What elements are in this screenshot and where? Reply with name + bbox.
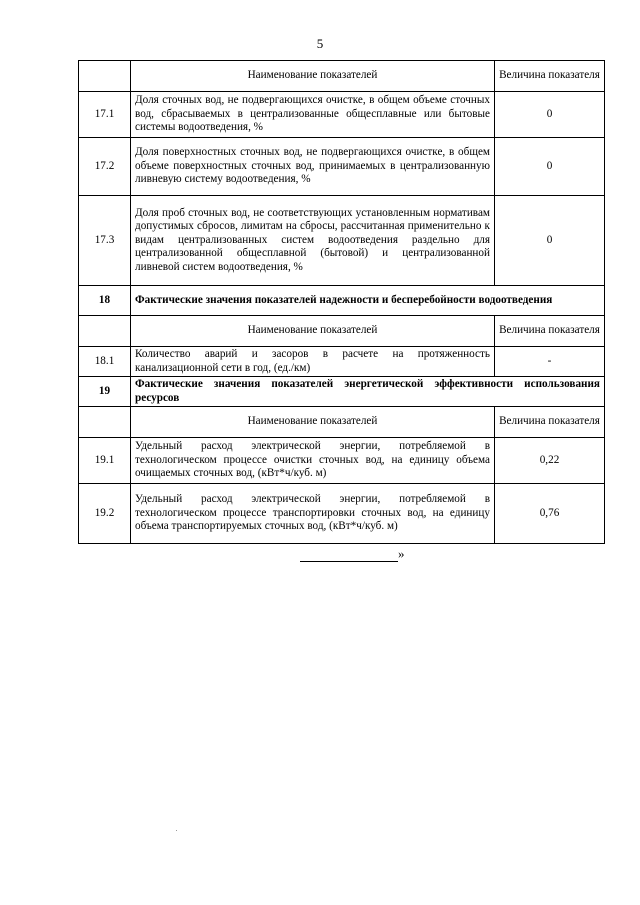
table-row [79, 92, 605, 138]
row-number: 17.1 [79, 92, 131, 138]
row-description: Доля проб сточных вод, не соответствующих установленным нормативам допустимых сбросов, лимитам на сбросы, рассчитанная применительно к видам централизованных систем водоотведения раздельно для централизованной общесплавной (бытовой) и централизованной ливневой систем водоотведения, % [131, 196, 495, 286]
header-num-cell [79, 316, 131, 347]
scan-speck [176, 830, 177, 831]
header-value-cell: Величина показателя [495, 61, 605, 92]
header-value-cell: Величина показателя [495, 407, 605, 438]
table-header-row [79, 316, 605, 347]
table-row [79, 196, 605, 286]
header-num-cell [79, 61, 131, 92]
row-value: 0 [495, 138, 605, 196]
signature-underline [300, 549, 398, 562]
table-row [79, 138, 605, 196]
header-num-cell [79, 407, 131, 438]
row-number: 17.2 [79, 138, 131, 196]
table-row [79, 438, 605, 484]
row-number: 19.2 [79, 484, 131, 544]
row-description: Удельный расход электрической энергии, потребляемой в технологическом процессе транспортировки сточных вод, на единицу объема транспортируемых сточных вод, (кВт*ч/куб. м) [131, 484, 495, 544]
section-number: 19 [79, 377, 131, 407]
section-title: Фактические значения показателей энергетической эффективности использования ресурсов [131, 377, 605, 407]
header-name-cell: Наименование показателей [131, 316, 495, 347]
table-row [79, 347, 605, 377]
row-number: 17.3 [79, 196, 131, 286]
row-value: 0 [495, 92, 605, 138]
row-description: Удельный расход электрической энергии, потребляемой в технологическом процессе очистки сточных вод, на единицу объема очищаемых сточных вод, (кВт*ч/куб. м) [131, 438, 495, 484]
row-description: Количество аварий и засоров в расчете на протяженность канализационной сети в год, (ед./км) [131, 347, 495, 377]
table-header-row [79, 61, 605, 92]
closing-line [300, 546, 405, 562]
section-title: Фактические значения показателей надежности и бесперебойности водоотведения [131, 286, 605, 316]
header-name-cell: Наименование показателей [131, 61, 495, 92]
row-description: Доля сточных вод, не подвергающихся очистке, в общем объеме сточных вод, сбрасываемых в централизованные общесплавные или бытовые системы водоотведения, % [131, 92, 495, 138]
closing-quote: » [398, 546, 405, 561]
header-name-cell: Наименование показателей [131, 407, 495, 438]
indicators-table [78, 60, 605, 544]
section-row [79, 286, 605, 316]
row-number: 19.1 [79, 438, 131, 484]
row-value: 0,76 [495, 484, 605, 544]
row-value: - [495, 347, 605, 377]
table-row [79, 484, 605, 544]
section-number: 18 [79, 286, 131, 316]
row-value: 0 [495, 196, 605, 286]
row-description: Доля поверхностных сточных вод, не подвергающихся очистке, в общем объеме поверхностных сточных вод, принимаемых в централизованную ливневую систему водоотведения, % [131, 138, 495, 196]
section-row [79, 377, 605, 407]
header-value-cell: Величина показателя [495, 316, 605, 347]
table-header-row [79, 407, 605, 438]
page-number: 5 [316, 36, 324, 51]
row-number: 18.1 [79, 347, 131, 377]
row-value: 0,22 [495, 438, 605, 484]
